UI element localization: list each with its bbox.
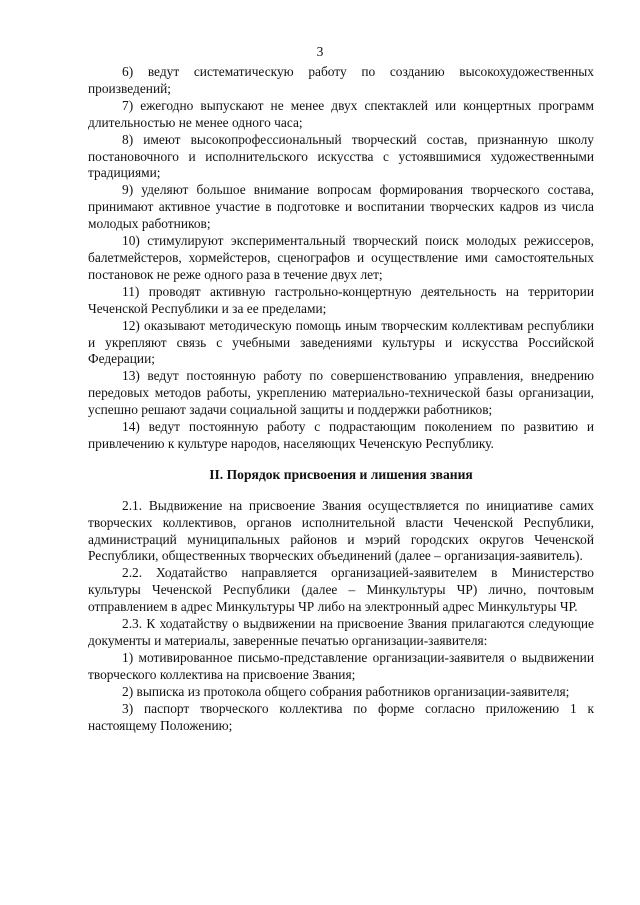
document-item-1: 1) мотивированное письмо-представление организации-заявителя о выдвижении творческого коллектива на присвоение Звания;: [88, 649, 594, 682]
clause-2-3: 2.3. К ходатайству о выдвижении на присвоение Звания прилагаются следующие документы и материалы, заверенные печатью организации-заявителя:: [88, 616, 594, 648]
page-number: 3: [316, 44, 324, 59]
section-heading: II. Порядок присвоения и лишения звания: [209, 466, 473, 482]
document-item-2: 2) выписка из протокола общего собрания работников организации-заявителя;: [122, 683, 570, 699]
list-item-13: 13) ведут постоянную работу по совершенствованию управления, внедрению передовых методов работы, укреплению материально-технической базы организации, успешно решают задачи социальной защиты и поддержки работников;: [88, 368, 594, 418]
list-item-14: 14) ведут постоянную работу с подрастающим поколением по развитию и привлечению к культуре народов, населяющих Чеченскую Республику.: [88, 419, 594, 451]
clause-2-2: 2.2. Ходатайство направляется организацией-заявителем в Министерство культуры Чеченской Республики (далее – Минкультуры ЧР) лично, почтовым отправлением в адрес Минкультуры ЧР либо на электронный адрес Минкультуры ЧР.: [88, 565, 594, 615]
document-item-3: 3) паспорт творческого коллектива по форме согласно приложению 1 к настоящему Положению;: [88, 700, 594, 733]
document-body: [88, 64, 594, 734]
list-item-7: 7) ежегодно выпускают не менее двух спектаклей или концертных программ длительностью не менее одного часа;: [88, 97, 594, 130]
list-item-9: 9) уделяют большое внимание вопросам формирования творческого состава, принимают активное участие в подготовке и воспитании творческих кадров из числа молодых работников;: [88, 182, 594, 232]
list-item-6: 6) ведут систематическую работу по созданию высокохудожественных произведений;: [88, 64, 594, 96]
list-item-11: 11) проводят активную гастрольно-концертную деятельность на территории Чеченской Республики и за ее пределами;: [88, 283, 594, 316]
list-item-12: 12) оказывают методическую помощь иным творческим коллективам республики и укрепляют связь с учебными заведениями культуры и искусства Российской Федерации;: [88, 317, 594, 367]
clause-2-1: 2.1. Выдвижение на присвоение Звания осуществляется по инициативе самих творческих коллективов, органов исполнительной власти Чеченской Республики, администраций муниципальных районов и мэрий городских округов Чеченской Республики, общественных творческих объединений (далее – организация-заявитель).: [88, 497, 594, 564]
list-item-10: 10) стимулируют экспериментальный творческий поиск молодых режиссеров, балетмейстеров, хормейстеров, сценографов и осуществление ими самостоятельных постановок не реже одного раза в течение двух лет;: [88, 233, 594, 282]
list-item-8: 8) имеют высокопрофессиональный творческий состав, признанную школу постановочного и исполнительского искусства с устоявшимися художественными традициями;: [88, 131, 594, 181]
